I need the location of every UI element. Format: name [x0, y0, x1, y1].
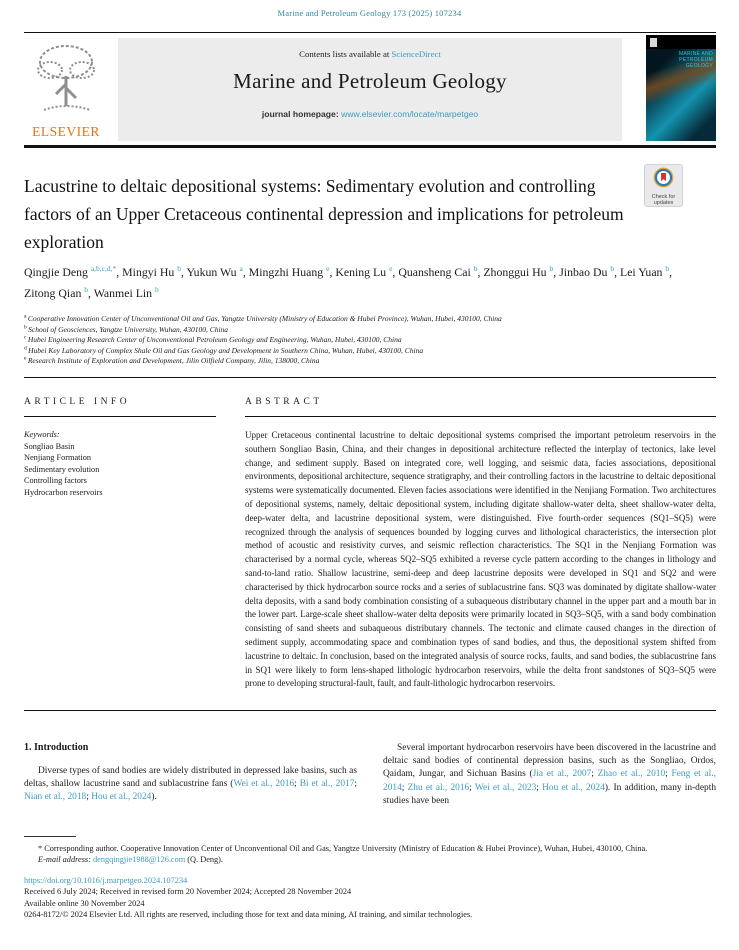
author-name: Wanmei Lin: [93, 286, 156, 300]
affiliation-text: Research Institute of Exploration and Development, Jilin Oilfield Company, Jilin, 138000, China: [27, 356, 320, 366]
citation-link[interactable]: Zhao et al., 2010: [597, 769, 666, 780]
author-affiliation-sup[interactable]: a,b,c,d,*: [90, 264, 117, 274]
cover-title-line: MARINE AND: [678, 51, 713, 57]
homepage-line: [118, 109, 622, 119]
citation-link[interactable]: Jia et al., 2007: [532, 769, 592, 780]
affiliation-line: [24, 325, 716, 336]
citation-link[interactable]: Hou et al., 2024: [91, 792, 152, 803]
running-head-journal-ref: Marine and Petroleum Geology 173 (2025) 107234: [277, 8, 462, 18]
author-affiliation-sup[interactable]: b: [610, 264, 615, 274]
affiliation-line: [24, 314, 716, 325]
sciencedirect-link[interactable]: ScienceDirect: [391, 49, 441, 59]
author-name: Qingjie Deng: [24, 265, 91, 279]
text-run: ).: [151, 792, 157, 803]
introduction-heading: 1. Introduction: [24, 742, 89, 753]
affiliation-text: Hubei Key Laboratory of Complex Shale Oil and Gas Geology and Development in Southern China, Wuhan, Hubei, 430100, China: [28, 345, 424, 355]
citation-link[interactable]: Feng et al., 2014: [383, 769, 716, 793]
affiliation-sup: e: [24, 355, 28, 362]
available-online: Available online 30 November 2024: [24, 898, 145, 908]
affiliation-text: Hubei Engineering Research Center of Unconventional Petroleum Geology and Engineering, Wuhan, Hubei, 430100, China: [27, 335, 402, 345]
homepage-url-link[interactable]: www.elsevier.com/locate/marpetgeo: [341, 109, 479, 119]
author-name: Zitong Qian: [24, 286, 85, 300]
divider-above-info: [24, 377, 716, 378]
author-affiliation-sup[interactable]: b: [155, 285, 159, 295]
author-name: Kening Lu: [335, 265, 390, 279]
author-name: Mingyi Hu: [122, 265, 178, 279]
intro-right-paragraph: [383, 742, 716, 808]
divider-below-abstract: [24, 710, 716, 711]
keyword-item: Controlling factors: [24, 476, 87, 486]
author-name: Jinbao Du: [559, 265, 611, 279]
affiliation-sup: a: [24, 313, 28, 320]
header-thick-rule: [24, 145, 716, 148]
citation-link[interactable]: Wei et al., 2016: [233, 779, 295, 790]
email-suffix: (Q. Deng).: [185, 855, 224, 865]
author-affiliation-sup[interactable]: b: [665, 264, 670, 274]
received-dates: Received 6 July 2024; Received in revised form 20 November 2024; Accepted 28 November 2024: [24, 887, 352, 897]
affiliation-text: School of Geosciences, Yangtze University, Wuhan, 430100, China: [28, 324, 229, 334]
affiliation-line: [24, 346, 716, 357]
elsevier-wordmark: ELSEVIER: [32, 124, 100, 139]
elsevier-logo[interactable]: [24, 40, 108, 140]
contents-line: [118, 49, 622, 59]
author-affiliation-sup[interactable]: e: [326, 264, 330, 274]
keyword-item: Nenjiang Formation: [24, 453, 92, 463]
author-affiliation-sup[interactable]: b: [84, 285, 89, 295]
citation-link[interactable]: Nian et al., 2018: [24, 792, 87, 803]
citation-link[interactable]: Wei et al., 2023: [474, 782, 537, 793]
abstract-heading-rule: [245, 416, 716, 417]
contents-prefix: Contents lists available at: [299, 49, 392, 59]
abstract-heading: ABSTRACT: [245, 397, 323, 407]
cover-publisher-icon: [650, 38, 657, 47]
citation-link[interactable]: Zhu et al., 2016: [407, 782, 470, 793]
affiliation-sup: c: [24, 334, 28, 341]
author-affiliation-sup[interactable]: a: [239, 264, 243, 274]
author-list: Qingjie Deng $^{a,b,c,d,*}$, Mingyi Hu $^b$, Yukun Wu $^a$, Mingzhi Huang $^e$, Kening Lu $^e$, Quansheng Cai $^b$, Zhonggui Hu $^b$, Jinbao Du $^b$, Lei Yuan $^b$, Zitong Qian $^b$, Wanmei Lin $^b$: [24, 264, 673, 300]
corresponding-author-note: * Corresponding author. Cooperative Innovation Center of Unconventional Oil and Gas, Yangtze University (Ministry of Education & Hubei Province), Wuhan, Hubei, 430100, China.: [38, 844, 648, 853]
affiliation-sup: b: [24, 324, 29, 331]
email-label: E-mail address:: [38, 855, 93, 865]
cover-title-line: GEOLOGY: [685, 63, 713, 69]
email-link[interactable]: dengqingjie1988@126.com: [93, 855, 186, 865]
intro-left-paragraph: [24, 765, 357, 805]
keywords-block: [24, 429, 219, 499]
text-run: ;: [86, 792, 92, 803]
citation-link[interactable]: Hou et al., 2024: [542, 782, 605, 793]
email-line: [24, 854, 716, 865]
text-run: ). In addition, many in-depth studies have been: [383, 782, 717, 806]
cover-title-line: PETROLEUM: [679, 57, 713, 63]
citation-link[interactable]: Bi et al., 2017: [299, 779, 355, 790]
abstract-text: Upper Cretaceous continental lacustrine to deltaic depositional systems comprised the important petroleum reservoirs in the southern Songliao Basin, China, and their changes in depositional architecture reflected the interplay of tectonics, lake level change, and sediment supply. Based on integrated core, well logging, and seismic data, facies associations, depositional environments, depositional architecture, sequence stratigraphy, and their controlling factors in the lacustrine to deltaic depositional systems were systematically documented. Eleven facies associations were identified in the Nenjiang Formation. Two architectures of depositional systems, namely, deltaic depositional system, including digitate shallow-water delta, sheet shallow-water delta, deep-water delta, and lacustrine depositional system, were distinguished. Five fourth-order sequences (SQ1–SQ5) were recognized through the analysis of sequences bounded by logging curves and lithological characteristics, the intersection plot method of acoustic and resistivity curves, and seismic reflection characteristics. The SQ1 in the Nenjiang Formation was characterised by a normal cycle, whereas SQ2–SQ5 exhibited a reverse cycle pattern according to the changes in lithology and sand-to-land ratio. Shallow lacustrine, semi-deep and deep lacustrine deposits were developed in SQ1 and SQ2 and were characterised by thick hydrocarbon source rocks and a series of sublacustrine fans. SQ3 was dominated by digitate shallow-water delta deposits, with a sand body combination consisting of a subaqueous distributary channel in the upper part and a mouth bar in the lower part. Large-scale sheet shallow-water delta deposits were primarily located in SQ3–SQ5, with a sand body combination consisting of sand sheets and subaqueous distributary channels. The tectonic and climate caused changes in the direction of sediment supply, accommodating space and combination types of sand bodies, and thus, the depositional system shifted from lacustrine to deltaic. In conclusion, based on the integrated analysis of source rocks, faults, and sand bodies, the sublacustrine fans in SQ1 were likely to form lens-shaped lithologic hydrocarbon reservoirs, while the delta front sandstones of SQ3–SQ5 were prone to developing structural-fault, fault, and fault-lithologic hydrocarbon reservoirs.: [245, 430, 716, 689]
author-affiliation-sup[interactable]: b: [177, 264, 181, 274]
doi-link[interactable]: https://doi.org/10.1016/j.marpetgeo.2024.107234: [24, 875, 188, 885]
author-name: Lei Yuan: [619, 265, 666, 279]
journal-title: Marine and Petroleum Geology: [233, 69, 507, 93]
author-affiliation-sup[interactable]: e: [389, 264, 393, 274]
cover-title: [679, 51, 713, 69]
text-run: ;: [665, 769, 672, 780]
keyword-item: Sedimentary evolution: [24, 464, 100, 474]
keywords-label: Keywords:: [24, 430, 60, 439]
text-run: Several important hydrocarbon reservoirs have been discovered in the lacustrine and deltaic sand bodies of continental depression basins, such as the Songliao, Ordos, Qaidam, Jungar, and Sichuan Basins (: [383, 743, 716, 780]
affiliation-list: [24, 314, 716, 367]
affiliation-line: [24, 335, 716, 346]
text-run: ;: [354, 779, 358, 790]
keywords-list: [24, 441, 219, 499]
journal-banner: [118, 38, 622, 141]
elsevier-tree-icon: [30, 105, 102, 122]
author-name: Zhonggui Hu: [483, 265, 550, 279]
journal-cover-thumbnail[interactable]: [646, 35, 716, 141]
footnote-block: [24, 843, 716, 920]
affiliation-line: [24, 356, 716, 367]
footnote-rule: [24, 836, 76, 837]
cover-top-bar: [646, 35, 716, 49]
keyword-item: Hydrocarbon reservoirs: [24, 487, 103, 497]
check-updates-icon: [653, 175, 674, 192]
keyword-item: Songliao Basin: [24, 441, 75, 451]
homepage-label: journal homepage:: [261, 109, 342, 119]
author-name: Quansheng Cai: [398, 265, 474, 279]
check-updates-label: Check for updates: [651, 194, 676, 206]
text-run: ;: [469, 782, 475, 793]
text-run: ;: [401, 782, 408, 793]
text-run: ;: [591, 769, 598, 780]
article-info-heading: ARTICLE INFO: [24, 397, 131, 407]
text-run: Diverse types of sand bodies are widely distributed in depressed lake basins, such as deltas, shallow lacustrine sand and sublacustrine fans (: [24, 766, 357, 790]
author-name: Mingzhi Huang: [248, 265, 327, 279]
text-run: ;: [294, 779, 300, 790]
article-title: Lacustrine to deltaic depositional systems: Sedimentary evolution and controlling factors of an Upper Cretaceous continental depression and implications for petroleum exploration: [24, 176, 624, 252]
affiliation-text: Cooperative Innovation Center of Unconventional Oil and Gas, Yangtze University (Ministry of Education & Hubei Province), Wuhan, Hubei, 430100, China: [27, 314, 502, 323]
author-name: Yukun Wu: [186, 265, 240, 279]
author-affiliation-sup[interactable]: b: [549, 264, 554, 274]
affiliation-sup: d: [24, 345, 29, 352]
issn-copyright: 0264-8172/© 2024 Elsevier Ltd. All rights are reserved, including those for text and data mining, AI training, and similar technologies.: [24, 910, 473, 920]
text-run: ;: [536, 782, 543, 793]
check-for-updates-badge[interactable]: [644, 164, 683, 207]
author-affiliation-sup[interactable]: b: [473, 264, 478, 274]
info-heading-rule: [24, 416, 216, 417]
top-rule: [24, 32, 716, 33]
